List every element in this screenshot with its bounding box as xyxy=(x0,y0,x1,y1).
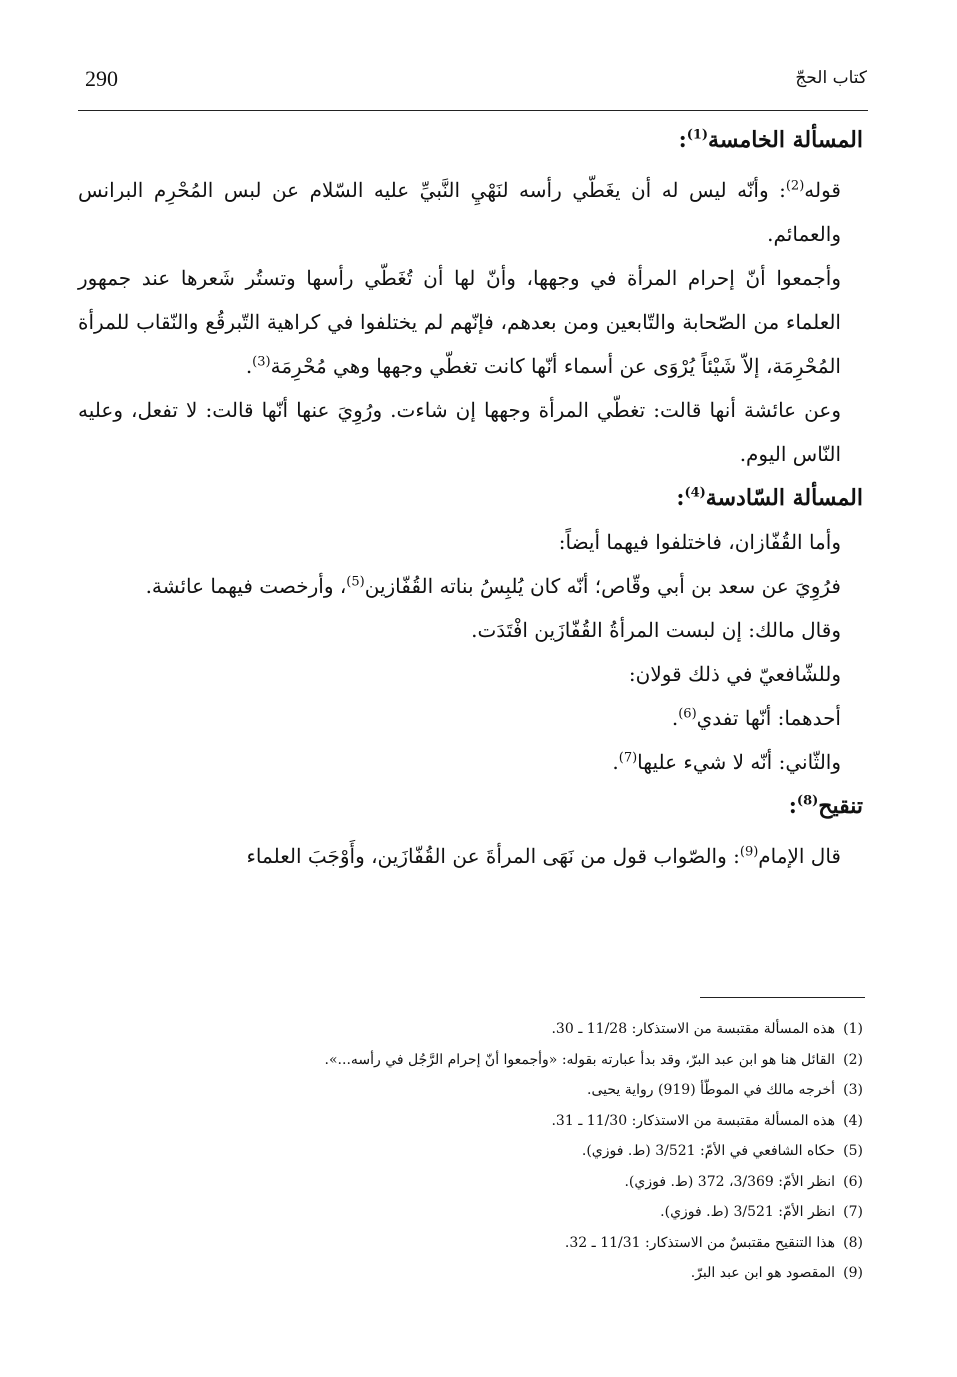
footnote-number: (2) xyxy=(843,1051,863,1068)
page-number: 290 xyxy=(85,66,118,91)
text-run: . xyxy=(671,706,679,730)
footnote-number: (9) xyxy=(843,1265,863,1281)
footnote xyxy=(300,1014,863,1045)
footnote-ref: (7) xyxy=(618,750,638,766)
footnote xyxy=(300,1106,863,1137)
footnote-text: حكاه الشافعي في الأمّ: 3/521 (ط. فوزي). xyxy=(581,1143,835,1159)
footnote xyxy=(300,1075,863,1106)
footnote-text: القائل هنا هو ابن عبد البرّ، وقد بدأ عبارته بقوله: «وأجمعوا أنّ إحرام الرَّجُل في رأسه...». xyxy=(324,1051,835,1068)
main-text xyxy=(78,118,863,878)
footnote-text: انظر الأمّ: 3/521 (ط. فوزي). xyxy=(660,1204,835,1220)
heading-text: تنقيح xyxy=(818,793,863,819)
footnote-number: (6) xyxy=(843,1173,863,1190)
footnote-text: المقصود هو ابن عبد البرّ. xyxy=(690,1265,835,1281)
heading-colon: : xyxy=(676,485,685,511)
footnote-ref: (1) xyxy=(686,127,709,143)
footnote-text: هذه المسألة مقتبسة من الاستذكار: 11/28 ـ 30. xyxy=(551,1021,835,1037)
paragraph xyxy=(78,740,863,784)
footnote-separator xyxy=(700,997,865,998)
footnote-text: هذه المسألة مقتبسة من الاستذكار: 11/30 ـ 31. xyxy=(551,1112,835,1129)
footnote-number: (7) xyxy=(843,1204,863,1220)
footnote-text: أخرجه مالك في الموطّأ (919) رواية يحيى. xyxy=(587,1082,835,1098)
footnote-ref: (9) xyxy=(739,844,759,860)
text-run: : وأنّه ليس له أن يغَطّي رأسه لنَهْيِ النَّبيِّ عليه السّلام عن لبس المُحْرِم البرانس والعمائم. xyxy=(78,178,841,246)
paragraph: وعن عائشة أنها قالت: تغطّي المرأة وجهها إن شاءت. ورُوِيَ عنها أنّها قالت: لا تفعل، وعليه النّاس اليوم. xyxy=(78,398,841,466)
text-run: أحدهما: أنّها تفدي xyxy=(696,706,841,730)
footnote-ref: (3) xyxy=(252,354,271,370)
text-run: . xyxy=(612,750,619,774)
text-run: : والصّواب قول من نَهَى المرأةَ عن القُفّازَين، وأَوْجَبَ العلماء xyxy=(246,844,740,868)
footnote-ref: (6) xyxy=(678,706,697,722)
text-run: قوله xyxy=(804,178,841,202)
heading-text: المسألة السّادسة xyxy=(705,485,863,511)
section-heading-tanqih xyxy=(78,784,863,828)
footnote xyxy=(300,1045,863,1076)
text-run: قال الإمام xyxy=(758,844,841,868)
footnote-ref: (4) xyxy=(684,485,706,501)
footnote-number: (3) xyxy=(843,1082,863,1098)
footnote xyxy=(300,1197,863,1228)
heading-colon: : xyxy=(788,793,797,819)
footnote-number: (1) xyxy=(843,1021,863,1037)
paragraph xyxy=(78,696,863,740)
footnote-text: هذا التنقيح مقتبسٌ من الاستذكار: 11/31 ـ 32. xyxy=(564,1234,835,1251)
heading-text: المسألة الخامسة xyxy=(708,127,863,153)
footnote-number: (8) xyxy=(843,1234,863,1251)
header-rule xyxy=(78,110,868,111)
footnote-number: (5) xyxy=(843,1143,863,1159)
footnote-ref: (8) xyxy=(796,793,819,809)
text-run: وأجمعوا أنّ إحرام المرأة في وجهها، وأنّ لها أن تُغَطّي رأسها وتستُر شَعرها عند جمهور العلماء من الصّحابة والتّابعين ومن بعدهم، فإنّهم لم يختلفوا في كراهية التّبرقُع والنّقاب للمرأة المُحْرِمَة، إلاّ شَيْئاً يُرْوَى عن أسماء أنّها كانت تغطّي وجهها وهي مُحْرِمَة xyxy=(78,266,841,378)
paragraph xyxy=(78,834,863,878)
running-head: كتاب الحجّ xyxy=(795,68,867,88)
footnote xyxy=(300,1228,863,1259)
paragraph xyxy=(78,256,863,388)
footnote-text: انظر الأمّ: 3/369، 372 (ط. فوزي). xyxy=(624,1173,835,1190)
heading-colon: : xyxy=(678,127,687,153)
section-heading-fifth xyxy=(78,118,863,162)
footnote xyxy=(300,1258,863,1289)
footnotes xyxy=(300,1014,863,1289)
page-header xyxy=(85,64,867,104)
paragraph xyxy=(78,564,863,608)
footnote-ref: (5) xyxy=(346,574,365,590)
text-run: والثّاني: أنّه لا شيء عليها xyxy=(637,750,841,774)
footnote-ref: (2) xyxy=(785,178,805,194)
text-run: . xyxy=(245,354,253,378)
text-run: فرُوِيَ عن سعد بن أبي وقّاص؛ أنّه كان يُلبِسُ بناته القُفّازين xyxy=(364,574,841,598)
text-run: ، وأرخصت فيهما عائشة. xyxy=(145,574,347,598)
footnote xyxy=(300,1136,863,1167)
paragraph: وأما القُفّازان، فاختلفوا فيهما أيضاً: xyxy=(558,530,841,554)
paragraph: وقال مالك: إن لبست المرأةُ القُفّازَين افْتَدَت. xyxy=(471,618,841,642)
paragraph: وللشّافعيّ في ذلك قولان: xyxy=(628,662,841,686)
section-heading-sixth xyxy=(78,476,863,520)
footnote xyxy=(300,1167,863,1198)
paragraph xyxy=(78,168,863,256)
footnote-number: (4) xyxy=(843,1112,863,1129)
